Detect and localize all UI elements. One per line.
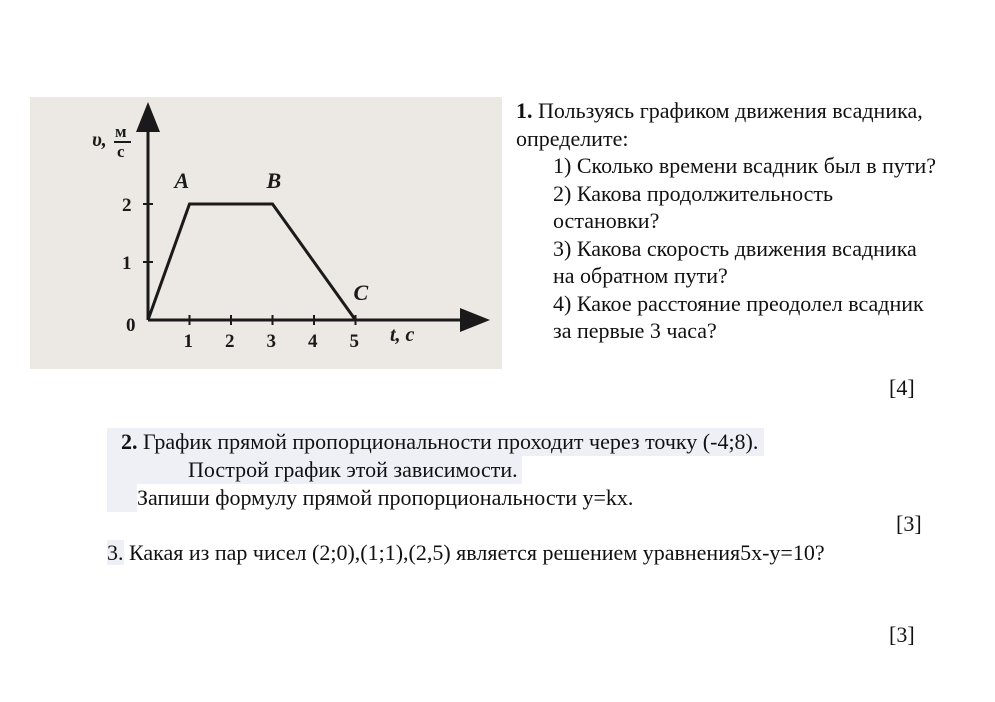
question-1-item-2: 2) Какова продолжительность остановки? [553, 180, 834, 233]
question-2-number: 2. [121, 429, 138, 454]
question-1-item-3: 3) Какова скорость движения всадника на обратном пути? [553, 235, 917, 288]
question-3-number: 3. [107, 540, 124, 565]
x-axis-label: t, с [390, 324, 415, 346]
question-1 [516, 97, 936, 345]
question-2-line-3-text: Запиши формулу прямой пропорциональности y=kx. [137, 485, 634, 510]
point-label-A: A [174, 168, 190, 193]
question-3 [107, 540, 825, 566]
origin-label: 0 [126, 315, 136, 336]
question-1-item-1: 1) Сколько времени всадник был в пути? [553, 153, 937, 178]
y-tick-label-2: 2 [122, 195, 132, 216]
question-2-score: [3] [896, 511, 922, 536]
x-tick-label-5: 5 [349, 331, 359, 352]
question-2-line-2: Построй график этой зависимости. [107, 456, 522, 484]
question-3-score: [3] [889, 622, 915, 647]
y-tick-label-1: 1 [122, 253, 132, 274]
point-label-B: B [266, 168, 282, 193]
question-2-line-3 [107, 484, 633, 512]
y-axis-unit-numerator: м [115, 122, 127, 141]
x-tick-label-4: 4 [308, 331, 318, 352]
velocity-chart [30, 97, 502, 369]
x-tick-label-3: 3 [266, 331, 276, 352]
velocity-graph [30, 97, 502, 369]
y-axis-unit-denominator: с [117, 142, 125, 161]
question-2-line-1-text: График прямой пропорциональности проходит через точку (-4;8). [143, 429, 759, 454]
question-1-score: [4] [889, 375, 915, 400]
y-axis-var-label: υ, [92, 129, 107, 151]
question-1-number: 1. [516, 98, 533, 123]
question-1-intro: Пользуясь графиком движения всадника, определите: [516, 98, 923, 151]
question-1-item-4: 4) Какое расстояние преодолел всадник за первые 3 часа? [553, 290, 924, 343]
question-3-text: Какая из пар чисел (2;0),(1;1),(2,5) является решением уравнения5x-y=10? [129, 540, 825, 565]
velocity-series-line [148, 204, 356, 320]
x-tick-label-2: 2 [225, 331, 235, 352]
x-tick-label-1: 1 [183, 331, 193, 352]
question-2-line-1 [107, 428, 764, 456]
point-label-C: C [353, 280, 369, 305]
